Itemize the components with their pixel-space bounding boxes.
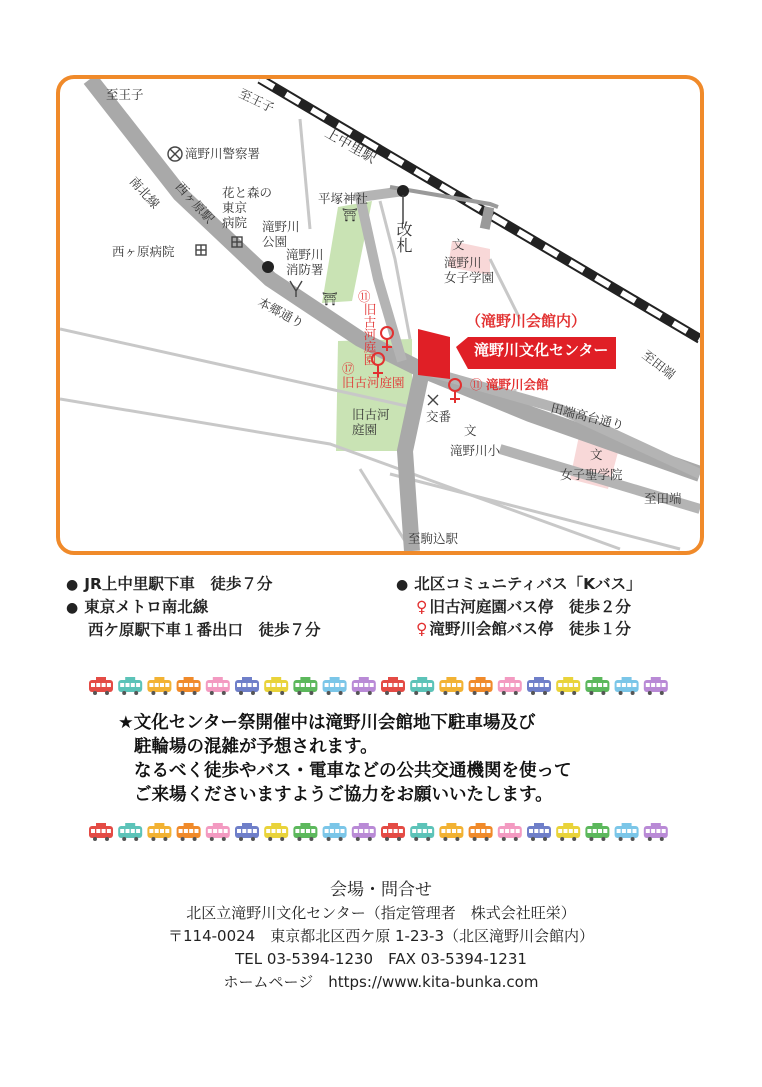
label-venue: 滝野川文化センター [474,341,609,359]
tram-icons [88,822,673,842]
tram-icon [323,823,347,841]
tram-icon [469,677,493,695]
bus-number-17: ⑰ [342,361,355,376]
bus-number-11-kyufurukawa: ⑪ [358,289,371,304]
notice-line-3: なるべく徒歩やバス・電車などの公共交通機関を使って [134,761,572,781]
tram-icon [235,677,259,695]
notice-line-4: ご来場くださいますようご協力をお願いいたします。 [134,785,553,805]
tram-icon [147,823,171,841]
access-bus [396,573,642,640]
label-to-oji-rail: 至王子 [236,85,277,116]
label-to-tabata-bottom: 至田端 [644,491,682,506]
tram-icon [469,823,493,841]
label-kyufurukawa-garden: 旧古河 庭園 [352,407,390,437]
label-kaminakazato-station: 上中里駅 [322,125,379,167]
tram-icon [527,677,551,695]
shrine-mark: ⛩ [342,207,358,222]
notice-line-2: 駐輪場の混雑が予想されます。 [134,737,378,757]
label-to-oji: 至王子 [106,87,144,102]
venue-building [418,329,450,379]
label-takinogawa-elementary: 滝野川小 [450,443,501,458]
label-kaikan-in: （滝野川会館内） [466,312,587,330]
tram-icon [556,677,580,695]
tram-icon [89,823,113,841]
access-train-row-3: 西ケ原駅下車１番出口 徒歩７分 [88,621,321,639]
label-tabata-takadai-street: 田端高台通り [549,400,626,433]
tram-icon [206,823,230,841]
contact-phone: TEL 03-5394-1230 FAX 03-5394-1231 [235,950,527,968]
notice [118,711,572,807]
access-train [66,573,321,641]
school-mark-girls: 文 [452,237,465,252]
tram-icon [264,823,288,841]
tram-icon [585,677,609,695]
contact-org: 北区立滝野川文化センター（指定管理者 株式会社旺栄） [186,904,576,922]
label-hanatomori-hospital: 花と森の 東京 病院 [222,185,273,230]
access-train-row-1: ● JR上中里駅下車 徒歩７分 [66,575,273,593]
tram-icon [381,677,405,695]
tram-icon [585,823,609,841]
tram-icon [410,823,434,841]
label-to-tabata-right: 至田端 [639,347,679,382]
label-fire-station: 滝野川 消防署 [286,247,324,277]
tram-icon [147,677,171,695]
tram-icon [323,677,347,695]
tram-icon [644,823,668,841]
tram-decoration-top [88,676,673,696]
tram-icon [235,823,259,841]
access-bus-stop-2: ♀ 滝野川会館バス停 徒歩１分 [416,620,631,638]
contact-web: ホームページ https://www.kita-bunka.com [223,973,539,991]
tram-icon [439,823,463,841]
tram-icon [410,677,434,695]
bullet-icon: ● [396,577,409,593]
tram-icon [381,823,405,841]
tram-icon [556,823,580,841]
access-map [56,75,704,555]
access-train-row-2: ● 東京メトロ南北線 [66,598,209,616]
bullet-icon: ● [66,600,79,616]
tram-icon [293,677,317,695]
label-nishigahara-hospital: 西ヶ原病院 [112,244,175,259]
label-bus-stop-11-kyufurukawa: 旧古河庭園 [362,303,377,366]
tram-icon [352,823,376,841]
school-mark-joshisei: 文 [590,447,603,462]
access-bus-title: ● 北区コミュニティバス「Kバス」 [396,575,642,593]
tram-icon [118,677,142,695]
tram-icon [615,823,639,841]
label-bus-stop-17-kyufurukawa: 旧古河庭園 [342,375,405,390]
tram-icon [615,677,639,695]
tram-icon [352,677,376,695]
contact-block [0,878,762,994]
tram-icon [177,823,201,841]
bus-stop-icon: ♀ [416,598,428,616]
tram-icon [644,677,668,695]
label-police: 滝野川警察署 [185,146,261,161]
label-ticket-gate: 改札 [394,221,413,253]
label-hirazuka-shrine: 平塚神社 [318,191,369,206]
tram-icon [264,677,288,695]
access-bus-stop-1: ♀ 旧古河庭園バス停 徒歩２分 [416,598,631,616]
tram-icon [177,677,201,695]
shrine-mark-2: ⛩ [322,291,338,306]
contact-title: 会場・問合せ [330,880,432,900]
tram-icon [439,677,463,695]
tram-icon [498,823,522,841]
label-joshisei-gakuin: 女子聖学院 [560,467,623,482]
tram-icon [89,677,113,695]
label-hongo-street: 本郷通り [255,294,307,331]
label-takinogawa-park: 滝野川 公園 [262,219,300,249]
tram-icon [206,677,230,695]
tram-decoration-bottom [88,822,673,842]
police-box-symbol [428,395,438,405]
label-girls-school: 滝野川 女子学園 [444,255,495,285]
tram-icon [498,677,522,695]
bullet-icon: ● [66,577,79,593]
label-to-komagome: 至駒込駅 [408,531,459,546]
takinogawa-park-dot [262,261,274,273]
notice-line-1: ★文化センター祭開催中は滝野川会館地下駐車場及び [118,713,536,733]
tram-icon [527,823,551,841]
label-bus-stop-11-kaikan: 滝野川会館 [486,377,549,392]
tram-icons [88,676,673,696]
label-minami-kita-line: 南北線 [126,173,163,212]
school-mark-elementary: 文 [464,423,477,438]
contact-address: 〒114-0024 東京都北区西ケ原 1-23-3（北区滝野川会館内） [168,927,594,945]
bus-number-11-kaikan: ⑪ [470,377,483,392]
tram-icon [293,823,317,841]
label-nishigahara-station: 西ヶ原駅 [172,178,218,227]
bus-stop-icon: ♀ [416,620,428,638]
label-police-box: 交番 [426,409,452,424]
tram-icon [118,823,142,841]
